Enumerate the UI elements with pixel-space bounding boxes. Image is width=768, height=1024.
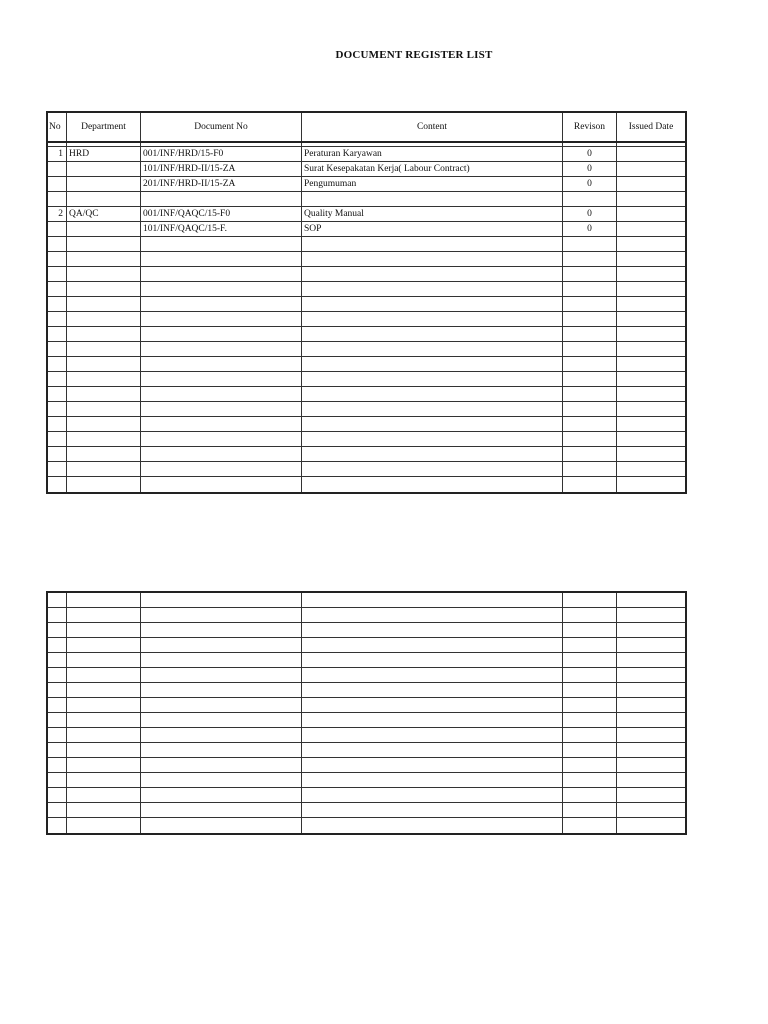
empty-cell — [141, 743, 302, 757]
empty-cell — [141, 683, 302, 697]
table-row-empty — [48, 743, 685, 758]
cell-revision: 0 — [563, 207, 617, 221]
empty-cell — [617, 327, 685, 341]
cell-issued-date — [617, 162, 685, 176]
empty-cell — [302, 312, 563, 326]
empty-cell — [617, 372, 685, 386]
empty-cell — [67, 237, 141, 251]
table-row-empty — [48, 638, 685, 653]
empty-cell — [67, 297, 141, 311]
table-row-empty — [48, 312, 685, 327]
table-row-empty — [48, 432, 685, 447]
header-no: No — [48, 113, 67, 141]
empty-cell — [617, 462, 685, 476]
empty-cell — [563, 477, 617, 492]
table-row-empty — [48, 668, 685, 683]
empty-cell — [302, 728, 563, 742]
empty-cell — [67, 267, 141, 281]
table-row-empty — [48, 267, 685, 282]
empty-cell — [48, 803, 67, 817]
empty-cell — [48, 387, 67, 401]
table-row-empty — [48, 477, 685, 492]
empty-cell — [617, 743, 685, 757]
table-row-empty — [48, 713, 685, 728]
empty-cell — [141, 462, 302, 476]
empty-cell — [302, 668, 563, 682]
table-row — [48, 192, 685, 207]
empty-cell — [563, 327, 617, 341]
cell-issued-date — [617, 177, 685, 191]
gap-cell — [302, 143, 563, 146]
empty-cell — [617, 267, 685, 281]
empty-cell — [617, 668, 685, 682]
empty-cell — [67, 788, 141, 802]
table2-body — [48, 593, 685, 833]
empty-cell — [617, 773, 685, 787]
empty-cell — [67, 593, 141, 607]
cell-revision — [563, 192, 617, 206]
cell-issued-date — [617, 192, 685, 206]
empty-cell — [141, 252, 302, 266]
blank-register-table — [46, 591, 687, 835]
empty-cell — [67, 668, 141, 682]
empty-cell — [48, 773, 67, 787]
cell-no: 1 — [48, 147, 67, 161]
empty-cell — [67, 638, 141, 652]
table-row-empty — [48, 462, 685, 477]
empty-cell — [67, 402, 141, 416]
header-document-no: Document No — [141, 113, 302, 141]
table-row — [48, 207, 685, 222]
empty-cell — [67, 728, 141, 742]
empty-cell — [67, 683, 141, 697]
empty-cell — [563, 743, 617, 757]
empty-cell — [141, 327, 302, 341]
empty-cell — [617, 402, 685, 416]
empty-cell — [67, 818, 141, 833]
empty-cell — [563, 623, 617, 637]
empty-cell — [563, 683, 617, 697]
empty-cell — [141, 698, 302, 712]
table-row-empty — [48, 327, 685, 342]
empty-cell — [48, 297, 67, 311]
empty-cell — [48, 372, 67, 386]
empty-cell — [617, 623, 685, 637]
cell-issued-date — [617, 207, 685, 221]
empty-cell — [617, 432, 685, 446]
empty-cell — [302, 713, 563, 727]
table-row-empty — [48, 447, 685, 462]
empty-cell — [48, 668, 67, 682]
empty-cell — [67, 608, 141, 622]
empty-cell — [67, 372, 141, 386]
empty-cell — [302, 743, 563, 757]
empty-cell — [48, 698, 67, 712]
empty-cell — [48, 593, 67, 607]
empty-cell — [563, 698, 617, 712]
empty-cell — [67, 327, 141, 341]
empty-cell — [67, 713, 141, 727]
empty-cell — [617, 447, 685, 461]
empty-cell — [617, 638, 685, 652]
cell-revision: 0 — [563, 147, 617, 161]
table-row-empty — [48, 683, 685, 698]
empty-cell — [67, 773, 141, 787]
empty-cell — [48, 417, 67, 431]
empty-cell — [563, 312, 617, 326]
empty-cell — [48, 683, 67, 697]
empty-cell — [67, 623, 141, 637]
empty-cell — [617, 818, 685, 833]
table-row — [48, 147, 685, 162]
empty-cell — [617, 312, 685, 326]
register-table — [46, 111, 687, 494]
cell-no: 2 — [48, 207, 67, 221]
empty-cell — [302, 788, 563, 802]
cell-no — [48, 192, 67, 206]
empty-cell — [67, 803, 141, 817]
empty-cell — [563, 252, 617, 266]
empty-cell — [67, 462, 141, 476]
table-row-empty — [48, 698, 685, 713]
empty-cell — [48, 312, 67, 326]
gap-cell — [67, 143, 141, 146]
empty-cell — [48, 237, 67, 251]
cell-document-no: 001/INF/QAQC/15-F0 — [141, 207, 302, 221]
empty-cell — [617, 387, 685, 401]
empty-cell — [563, 713, 617, 727]
empty-cell — [141, 623, 302, 637]
table-row-empty — [48, 342, 685, 357]
empty-cell — [563, 297, 617, 311]
empty-cell — [302, 623, 563, 637]
empty-cell — [48, 728, 67, 742]
table-row-empty — [48, 402, 685, 417]
empty-cell — [617, 297, 685, 311]
cell-content: Pengumuman — [302, 177, 563, 191]
empty-cell — [302, 267, 563, 281]
cell-no — [48, 162, 67, 176]
empty-cell — [617, 713, 685, 727]
table-row-empty — [48, 608, 685, 623]
empty-cell — [563, 432, 617, 446]
empty-cell — [302, 608, 563, 622]
table-row-empty — [48, 593, 685, 608]
table-row-empty — [48, 282, 685, 297]
cell-content: Surat Kesepakatan Kerja( Labour Contract) — [302, 162, 563, 176]
table-row — [48, 222, 685, 237]
empty-cell — [302, 417, 563, 431]
empty-cell — [48, 252, 67, 266]
empty-cell — [302, 818, 563, 833]
empty-cell — [563, 462, 617, 476]
empty-cell — [563, 282, 617, 296]
gap-cell — [563, 143, 617, 146]
empty-cell — [141, 818, 302, 833]
empty-cell — [617, 683, 685, 697]
table-row-empty — [48, 788, 685, 803]
empty-cell — [563, 728, 617, 742]
empty-cell — [617, 252, 685, 266]
empty-cell — [302, 432, 563, 446]
empty-cell — [302, 252, 563, 266]
header-issued-date: Issued Date — [628, 122, 674, 132]
empty-cell — [302, 237, 563, 251]
table-row-empty — [48, 758, 685, 773]
cell-department: QA/QC — [67, 207, 141, 221]
cell-document-no: 101/INF/QAQC/15-F. — [141, 222, 302, 236]
empty-cell — [141, 387, 302, 401]
empty-cell — [563, 818, 617, 833]
empty-cell — [563, 402, 617, 416]
empty-cell — [67, 357, 141, 371]
empty-cell — [563, 653, 617, 667]
table1-body — [48, 147, 685, 492]
empty-cell — [617, 788, 685, 802]
empty-cell — [48, 402, 67, 416]
empty-cell — [302, 297, 563, 311]
empty-cell — [67, 252, 141, 266]
cell-department — [67, 222, 141, 236]
empty-cell — [141, 342, 302, 356]
cell-revision: 0 — [563, 162, 617, 176]
empty-cell — [563, 608, 617, 622]
cell-content: SOP — [302, 222, 563, 236]
empty-cell — [48, 447, 67, 461]
empty-cell — [563, 668, 617, 682]
empty-cell — [141, 477, 302, 492]
empty-cell — [302, 683, 563, 697]
table-row-empty — [48, 818, 685, 833]
empty-cell — [48, 623, 67, 637]
empty-cell — [141, 447, 302, 461]
empty-cell — [141, 638, 302, 652]
table-row — [48, 162, 685, 177]
empty-cell — [302, 402, 563, 416]
empty-cell — [141, 417, 302, 431]
cell-document-no: 101/INF/HRD-II/15-ZA — [141, 162, 302, 176]
empty-cell — [141, 357, 302, 371]
table-row-empty — [48, 297, 685, 312]
cell-department: HRD — [67, 147, 141, 161]
empty-cell — [617, 608, 685, 622]
empty-cell — [48, 608, 67, 622]
empty-cell — [48, 267, 67, 281]
empty-cell — [617, 698, 685, 712]
gap-cell — [141, 143, 302, 146]
empty-cell — [141, 237, 302, 251]
empty-cell — [617, 653, 685, 667]
empty-cell — [141, 728, 302, 742]
empty-cell — [617, 477, 685, 492]
table-header-row — [48, 113, 685, 143]
table-row-empty — [48, 653, 685, 668]
empty-cell — [48, 758, 67, 772]
cell-revision: 0 — [563, 177, 617, 191]
empty-cell — [617, 728, 685, 742]
empty-cell — [617, 758, 685, 772]
empty-cell — [302, 372, 563, 386]
empty-cell — [563, 593, 617, 607]
empty-cell — [141, 372, 302, 386]
empty-cell — [48, 342, 67, 356]
empty-cell — [141, 593, 302, 607]
empty-cell — [563, 803, 617, 817]
empty-cell — [563, 638, 617, 652]
empty-cell — [67, 282, 141, 296]
empty-cell — [141, 758, 302, 772]
empty-cell — [302, 803, 563, 817]
empty-cell — [617, 417, 685, 431]
empty-cell — [141, 773, 302, 787]
table-row-empty — [48, 773, 685, 788]
cell-department — [67, 192, 141, 206]
table-row-empty — [48, 357, 685, 372]
header-department: Department — [67, 113, 141, 141]
table-row-empty — [48, 417, 685, 432]
gap-cell — [617, 143, 685, 146]
cell-document-no — [141, 192, 302, 206]
header-content: Content — [302, 113, 563, 141]
empty-cell — [67, 342, 141, 356]
empty-cell — [563, 342, 617, 356]
gap-cell — [48, 143, 67, 146]
document-title: DOCUMENT REGISTER LIST — [335, 49, 493, 61]
empty-cell — [617, 593, 685, 607]
empty-cell — [302, 698, 563, 712]
table-row-empty — [48, 728, 685, 743]
empty-cell — [302, 327, 563, 341]
empty-cell — [563, 357, 617, 371]
table-row-empty — [48, 372, 685, 387]
empty-cell — [563, 372, 617, 386]
empty-cell — [302, 387, 563, 401]
table-row-empty — [48, 623, 685, 638]
empty-cell — [302, 462, 563, 476]
empty-cell — [67, 387, 141, 401]
empty-cell — [563, 417, 617, 431]
empty-cell — [48, 282, 67, 296]
cell-issued-date — [617, 222, 685, 236]
empty-cell — [302, 477, 563, 492]
cell-content — [302, 192, 563, 206]
table-row-empty — [48, 237, 685, 252]
empty-cell — [141, 668, 302, 682]
cell-no — [48, 222, 67, 236]
table-row-empty — [48, 252, 685, 267]
empty-cell — [617, 237, 685, 251]
empty-cell — [141, 267, 302, 281]
empty-cell — [48, 743, 67, 757]
empty-cell — [563, 758, 617, 772]
cell-no — [48, 177, 67, 191]
empty-cell — [302, 593, 563, 607]
empty-cell — [67, 743, 141, 757]
empty-cell — [67, 698, 141, 712]
table-row — [48, 177, 685, 192]
empty-cell — [302, 653, 563, 667]
empty-cell — [48, 327, 67, 341]
empty-cell — [67, 477, 141, 492]
empty-cell — [563, 237, 617, 251]
empty-cell — [141, 402, 302, 416]
empty-cell — [141, 713, 302, 727]
empty-cell — [48, 818, 67, 833]
empty-cell — [67, 432, 141, 446]
empty-cell — [67, 447, 141, 461]
empty-cell — [617, 357, 685, 371]
empty-cell — [67, 653, 141, 667]
cell-content: Peraturan Karyawan — [302, 147, 563, 161]
empty-cell — [48, 638, 67, 652]
empty-cell — [302, 342, 563, 356]
empty-cell — [302, 773, 563, 787]
empty-cell — [563, 387, 617, 401]
empty-cell — [302, 447, 563, 461]
empty-cell — [563, 773, 617, 787]
empty-cell — [617, 803, 685, 817]
empty-cell — [617, 342, 685, 356]
cell-document-no: 001/INF/HRD/15-F0 — [141, 147, 302, 161]
empty-cell — [302, 638, 563, 652]
cell-department — [67, 177, 141, 191]
empty-cell — [563, 447, 617, 461]
empty-cell — [67, 417, 141, 431]
cell-revision: 0 — [563, 222, 617, 236]
empty-cell — [141, 432, 302, 446]
empty-cell — [141, 653, 302, 667]
empty-cell — [302, 357, 563, 371]
header-revision: Revison — [563, 113, 617, 141]
table-row-empty — [48, 387, 685, 402]
empty-cell — [141, 297, 302, 311]
empty-cell — [67, 758, 141, 772]
empty-cell — [302, 282, 563, 296]
empty-cell — [141, 803, 302, 817]
empty-cell — [48, 462, 67, 476]
empty-cell — [617, 282, 685, 296]
empty-cell — [48, 477, 67, 492]
cell-issued-date — [617, 147, 685, 161]
empty-cell — [48, 357, 67, 371]
table-row-empty — [48, 803, 685, 818]
empty-cell — [141, 312, 302, 326]
empty-cell — [302, 758, 563, 772]
empty-cell — [563, 267, 617, 281]
empty-cell — [141, 788, 302, 802]
empty-cell — [48, 653, 67, 667]
empty-cell — [67, 312, 141, 326]
cell-document-no: 201/INF/HRD-II/15-ZA — [141, 177, 302, 191]
empty-cell — [48, 432, 67, 446]
empty-cell — [48, 713, 67, 727]
empty-cell — [141, 608, 302, 622]
empty-cell — [141, 282, 302, 296]
empty-cell — [563, 788, 617, 802]
empty-cell — [48, 788, 67, 802]
cell-content: Quality Manual — [302, 207, 563, 221]
cell-department — [67, 162, 141, 176]
